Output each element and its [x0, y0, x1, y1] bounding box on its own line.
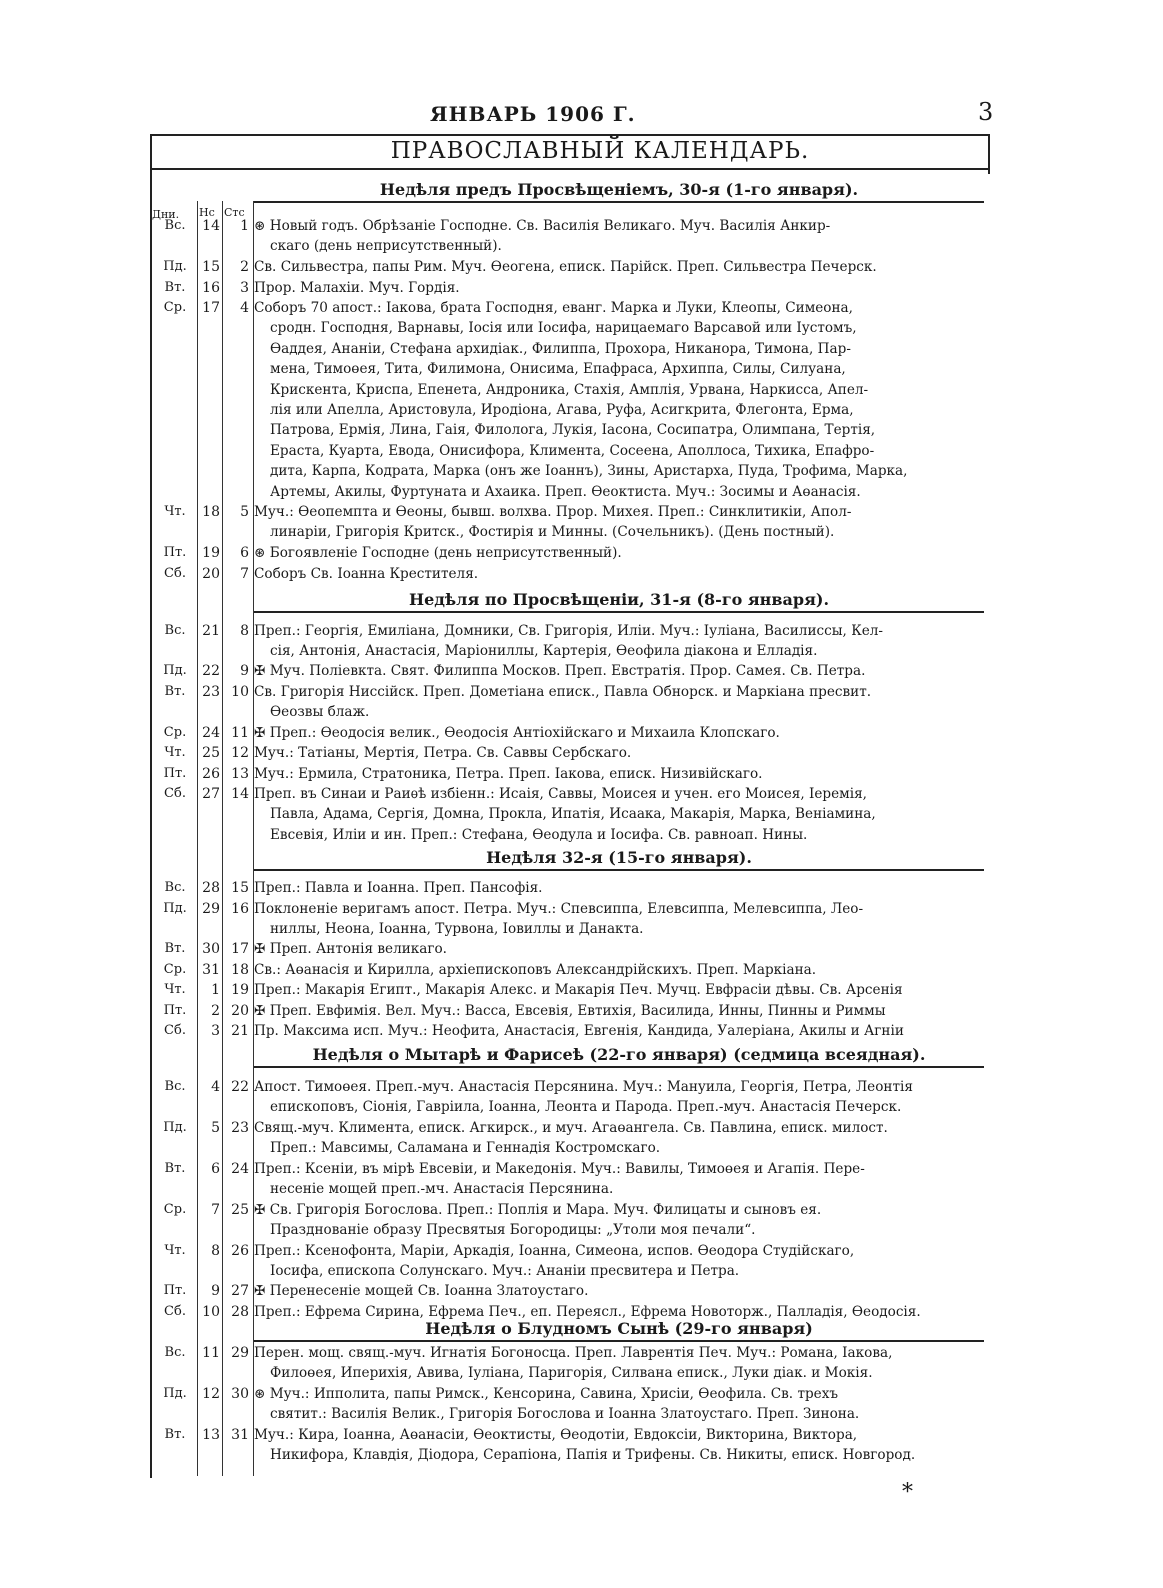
commemoration-line: сродн. Господня, Варнавы, Іосія или Іосифа, нарицаемаго Варсавой или Іустомъ,: [270, 320, 857, 337]
commemoration-line: ⊛ Новый годъ. Обрѣзаніе Господне. Св. Василія Великаго. Муч. Василія Анкир-: [254, 218, 831, 234]
old-style-date: 10: [231, 684, 249, 700]
commemoration-line: ✠ Св. Григорія Богослова. Преп.: Поплія и Мара. Муч. Филицаты и сыновъ ея.: [254, 1202, 822, 1218]
week-header: Недѣля о Блудномъ Сынѣ (29-го января): [254, 1319, 984, 1342]
commemoration-line: святит.: Василія Велик., Григорія Богослова и Іоанна Златоустаго. Преп. Зинона.: [270, 1406, 860, 1423]
commemoration-line: линаріи, Григорія Критск., Фостирія и Минны. (Сочельникъ). (День постный).: [270, 524, 835, 541]
new-style-date: 26: [202, 766, 220, 782]
new-style-date: 28: [202, 880, 220, 896]
new-style-date: 12: [202, 1386, 220, 1402]
commemoration-line: Өаддея, Ананіи, Стефана архидіак., Филиппа, Прохора, Никанора, Тимона, Пар-: [270, 340, 851, 357]
old-style-date: 28: [231, 1304, 249, 1320]
page-number: 3: [978, 98, 994, 126]
commemoration-line: Павла, Адама, Сергія, Домна, Прокла, Ипатія, Исаака, Макарія, Марка, Веніамина,: [270, 806, 876, 823]
old-style-date: 30: [231, 1386, 249, 1402]
new-style-date: 9: [211, 1283, 220, 1299]
new-style-date: 10: [202, 1304, 220, 1320]
old-style-date: 18: [231, 962, 249, 978]
commemoration-line: ⊛ Муч.: Ипполита, папы Римск., Кенсорина, Савина, Хрисіи, Өеофила. Св. трехъ: [254, 1386, 839, 1402]
commemoration-line: Преп.: Ксеніи, въ мірѣ Евсевіи, и Македонія. Муч.: Вавилы, Тимоөея и Агапія. Пере-: [254, 1161, 865, 1177]
commemoration-line: Никифора, Клавдія, Діодора, Серапіона, Папія и Трифены. Св. Никиты, еписк. Новгород.: [270, 1447, 916, 1464]
weekday: Пд.: [163, 259, 187, 274]
commemoration-line: Іосифа, епископа Солунскаго. Муч.: Ананіи пресвитера и Петра.: [270, 1263, 740, 1280]
weekday: Вс.: [164, 623, 186, 638]
commemoration-line: Апост. Тимоөея. Преп.-муч. Анастасія Персянина. Муч.: Мануила, Георгія, Петра, Леонтія: [254, 1079, 913, 1095]
weekday: Вт.: [164, 1161, 186, 1176]
weekday: Чт.: [164, 745, 186, 760]
commemoration-line: ✠ Преп. Евфимія. Вел. Муч.: Васса, Евсевія, Евтихія, Василида, Инны, Пинны и Риммы: [254, 1003, 886, 1019]
old-style-date: 7: [240, 566, 249, 582]
new-style-date: 6: [211, 1161, 220, 1177]
commemoration-line: Св. Сильвестра, папы Рим. Муч. Өеогена, еписк. Парійск. Преп. Сильвестра Печерск.: [254, 259, 877, 275]
commemoration-line: Ераста, Куарта, Евода, Онисифора, Климента, Сосеена, Аполлоса, Тихика, Епафро-: [270, 442, 875, 459]
commemoration-line: Филоөея, Иперихія, Авива, Іуліана, Паригорія, Силвана еписк., Луки діак. и Мокія.: [270, 1365, 873, 1382]
commemoration-line: лія или Апелла, Аристовула, Иродіона, Агава, Руфа, Асигкрита, Флегонта, Ерма,: [270, 402, 854, 418]
new-style-date: 25: [202, 745, 220, 761]
old-style-date: 5: [240, 504, 249, 520]
commemoration-line: Преп.: Макарія Египт., Макарія Алекс. и Макарія Печ. Мучц. Евфрасіи дѣвы. Св. Арсенія: [254, 982, 903, 998]
new-style-date: 15: [202, 259, 220, 275]
running-head: ЯНВАРЬ 1906 Г.: [430, 102, 636, 126]
new-style-date: 22: [202, 663, 220, 679]
weekday: Пт.: [163, 1003, 187, 1018]
new-style-date: 20: [202, 566, 220, 582]
weekday: Ср.: [163, 962, 187, 977]
commemoration-line: Евсевія, Иліи и ин. Преп.: Стефана, Өеодула и Іосифа. Св. равноап. Нины.: [270, 826, 808, 843]
new-style-date: 16: [202, 280, 220, 296]
new-style-date: 7: [211, 1202, 220, 1218]
new-style-date: 1: [211, 982, 220, 998]
commemoration-line: Перен. мощ. свящ.-муч. Игнатія Богоносца. Преп. Лаврентія Печ. Муч.: Романа, Іакова,: [254, 1345, 893, 1361]
new-style-date: 30: [202, 941, 220, 957]
new-style-date: 23: [202, 684, 220, 700]
old-style-date: 8: [240, 623, 249, 639]
old-style-date: 14: [231, 786, 249, 802]
commemoration-line: Муч.: Татіаны, Мертія, Петра. Св. Саввы Сербскаго.: [254, 745, 632, 761]
weekday: Ср.: [163, 1202, 187, 1217]
weekday: Вс.: [164, 1345, 186, 1360]
commemoration-line: Соборъ Св. Іоанна Крестителя.: [254, 566, 479, 582]
weekday: Чт.: [164, 982, 186, 997]
new-style-date: 13: [202, 1427, 220, 1443]
new-style-date: 17: [202, 300, 220, 316]
weekday: Чт.: [164, 504, 186, 519]
weekday: Пт.: [163, 1283, 187, 1298]
weekday: Пт.: [163, 545, 187, 560]
calendar-title: ПРАВОСЛАВНЫЙ КАЛЕНДАРЬ.: [390, 138, 810, 164]
new-style-date: 19: [202, 545, 220, 561]
new-style-date: 2: [211, 1003, 220, 1019]
week-header: Недѣля предъ Просвѣщеніемъ, 30-я (1-го января).: [254, 180, 984, 203]
old-style-date: 27: [231, 1283, 249, 1299]
old-style-date: 11: [231, 725, 249, 741]
weekday: Вс.: [164, 1079, 186, 1094]
commemoration-line: Крискента, Криспа, Епенета, Андроника, Стахія, Амплія, Урвана, Наркисса, Апел-: [270, 381, 869, 398]
new-style-date: 29: [202, 901, 220, 917]
commemoration-line: скаго (день неприсутственный).: [270, 238, 502, 255]
new-style-date: 5: [211, 1120, 220, 1136]
commemoration-line: Преп.: Мавсимы, Саламана и Геннадія Костромскаго.: [270, 1140, 661, 1157]
new-style-date: 11: [202, 1345, 220, 1361]
footer-asterisk: *: [902, 1480, 913, 1505]
commemoration-line: Св.: Аөанасія и Кирилла, архіепископовъ Александрійскихъ. Преп. Маркіана.: [254, 962, 817, 978]
old-style-date: 2: [240, 259, 249, 275]
column-divider-ns: [222, 201, 223, 1476]
old-style-date: 26: [231, 1243, 249, 1259]
commemoration-line: ✠ Преп. Антонія великаго.: [254, 941, 448, 957]
old-style-date: 1: [240, 218, 249, 234]
commemoration-line: Преп.: Ксенофонта, Маріи, Аркадія, Іоанна, Симеона, испов. Өеодора Студійскаго,: [254, 1243, 855, 1259]
weekday: Сб.: [164, 566, 186, 581]
new-style-date: 14: [202, 218, 220, 234]
weekday: Вт.: [164, 1427, 186, 1442]
weekday: Пд.: [163, 663, 187, 678]
commemoration-line: Муч.: Өеопемпта и Өеоны, бывш. волхва. Прор. Михея. Преп.: Синклитикіи, Апол-: [254, 504, 852, 520]
old-style-date: 31: [231, 1427, 249, 1443]
column-head-ns: Нс: [199, 206, 215, 219]
new-style-date: 27: [202, 786, 220, 802]
weekday: Сб.: [164, 1023, 186, 1038]
commemoration-line: ниллы, Неона, Іоанна, Турвона, Іовиллы и Данакта.: [270, 921, 644, 938]
new-style-date: 24: [202, 725, 220, 741]
commemoration-line: Пр. Максима исп. Муч.: Неофита, Анастасія, Евгенія, Кандида, Уалеріана, Акилы и Агніи: [254, 1023, 904, 1039]
commemoration-line: дита, Карпа, Кодрата, Марка (онъ же Іоаннъ), Зины, Аристарха, Пуда, Трофима, Марка,: [270, 463, 908, 480]
weekday: Ср.: [163, 725, 187, 740]
commemoration-line: сія, Антонія, Анастасія, Маріониллы, Картерія, Өеофила діакона и Елладія.: [270, 643, 818, 660]
commemoration-line: Св. Григорія Ниссійск. Преп. Дометіана еписк., Павла Обнорск. и Маркіана пресвит.: [254, 684, 872, 700]
old-style-date: 13: [231, 766, 249, 782]
old-style-date: 21: [231, 1023, 249, 1039]
new-style-date: 18: [202, 504, 220, 520]
old-style-date: 3: [240, 280, 249, 296]
old-style-date: 23: [231, 1120, 249, 1136]
old-style-date: 22: [231, 1079, 249, 1095]
commemoration-line: ✠ Преп.: Өеодосія велик., Өеодосія Антіохійскаго и Михаила Клопскаго.: [254, 725, 780, 741]
week-header: Недѣля о Мытарѣ и Фарисеѣ (22-го января) (седмица всеядная).: [254, 1045, 984, 1068]
old-style-date: 19: [231, 982, 249, 998]
weekday: Вт.: [164, 280, 186, 295]
old-style-date: 16: [231, 901, 249, 917]
new-style-date: 21: [202, 623, 220, 639]
commemoration-line: Преп.: Георгія, Емиліана, Домники, Св. Григорія, Иліи. Муч.: Іуліана, Василиссы, Кел-: [254, 623, 883, 639]
weekday: Пд.: [163, 1120, 187, 1135]
weekday: Сб.: [164, 1304, 186, 1319]
commemoration-line: несеніе мощей преп.-мч. Анастасія Персянина.: [270, 1181, 614, 1198]
commemoration-line: Артемы, Акилы, Фуртуната и Ахаика. Преп. Өеоктиста. Муч.: Зосимы и Аөанасія.: [270, 483, 861, 500]
commemoration-line: Патрова, Ермія, Лина, Гаія, Филолога, Лукія, Іасона, Сосипатра, Олимпана, Тертія,: [270, 422, 876, 439]
commemoration-line: ⊛ Богоявленіе Господне (день неприсутственный).: [254, 545, 622, 561]
old-style-date: 4: [240, 300, 249, 316]
weekday: Чт.: [164, 1243, 186, 1258]
commemoration-line: Муч.: Кира, Іоанна, Аөанасіи, Өеоктисты, Өеодотіи, Евдоксіи, Викторина, Виктора,: [254, 1427, 858, 1443]
commemoration-line: мена, Тимоөея, Тита, Филимона, Онисима, Епафраса, Архиппа, Силы, Силуана,: [270, 361, 846, 378]
old-style-date: 12: [231, 745, 249, 761]
weekday: Ср.: [163, 300, 187, 315]
old-style-date: 29: [231, 1345, 249, 1361]
week-header: Недѣля 32-я (15-го января).: [254, 848, 984, 871]
weekday: Вт.: [164, 684, 186, 699]
commemoration-line: ✠ Муч. Поліевкта. Свят. Филиппа Москов. Преп. Евстратія. Прор. Самея. Св. Петра.: [254, 663, 866, 679]
week-header: Недѣля по Просвѣщеніи, 31-я (8-го января).: [254, 590, 984, 613]
weekday: Вт.: [164, 941, 186, 956]
title-rule: [150, 168, 988, 170]
old-style-date: 24: [231, 1161, 249, 1177]
commemoration-line: Соборъ 70 апост.: Іакова, брата Господня, еванг. Марка и Луки, Клеопы, Симеона,: [254, 300, 853, 316]
commemoration-line: ✠ Перенесеніе мощей Св. Іоанна Златоустаго.: [254, 1283, 589, 1299]
column-head-day: Дни.: [152, 208, 180, 221]
frame-right-edge: [988, 134, 990, 174]
old-style-date: 6: [240, 545, 249, 561]
old-style-date: 25: [231, 1202, 249, 1218]
commemoration-line: Преп.: Ефрема Сирина, Ефрема Печ., еп. Переясл., Ефрема Новоторж., Палладія, Өеодосія.: [254, 1304, 921, 1320]
old-style-date: 9: [240, 663, 249, 679]
new-style-date: 31: [202, 962, 220, 978]
commemoration-line: Преп.: Павла и Іоанна. Преп. Пансофія.: [254, 880, 543, 896]
column-head-ss: Стс: [224, 206, 245, 219]
old-style-date: 20: [231, 1003, 249, 1019]
commemoration-line: Свящ.-муч. Климента, еписк. Агкирск., и муч. Агаөангела. Св. Павлина, еписк. милост.: [254, 1120, 888, 1136]
new-style-date: 3: [211, 1023, 220, 1039]
old-style-date: 17: [231, 941, 249, 957]
commemoration-line: Поклоненіе веригамъ апост. Петра. Муч.: Спевсиппа, Елевсиппа, Мелевсиппа, Лео-: [254, 901, 864, 917]
new-style-date: 4: [211, 1079, 220, 1095]
commemoration-line: Муч.: Ермила, Стратоника, Петра. Преп. Іакова, еписк. Низивійскаго.: [254, 766, 763, 782]
weekday: Пд.: [163, 1386, 187, 1401]
commemoration-line: Прор. Малахіи. Муч. Гордія.: [254, 280, 460, 296]
weekday: Вс.: [164, 880, 186, 895]
commemoration-line: епископовъ, Сіонія, Гавріила, Іоанна, Леонта и Парода. Преп.-муч. Анастасія Печерск.: [270, 1099, 902, 1116]
commemoration-line: Өеозвы блаж.: [270, 704, 370, 721]
commemoration-line: Преп. въ Синаи и Раиѳѣ избіенн.: Исаія, Саввы, Моисея и учен. его Моисея, Іеремія,: [254, 786, 867, 802]
old-style-date: 15: [231, 880, 249, 896]
weekday: Сб.: [164, 786, 186, 801]
new-style-date: 8: [211, 1243, 220, 1259]
commemoration-line: Празднованіе образу Пресвятыя Богородицы: „Утоли моя печали“.: [270, 1222, 756, 1239]
weekday: Пд.: [163, 901, 187, 916]
weekday: Пт.: [163, 766, 187, 781]
weekday: Вс.: [164, 218, 186, 233]
